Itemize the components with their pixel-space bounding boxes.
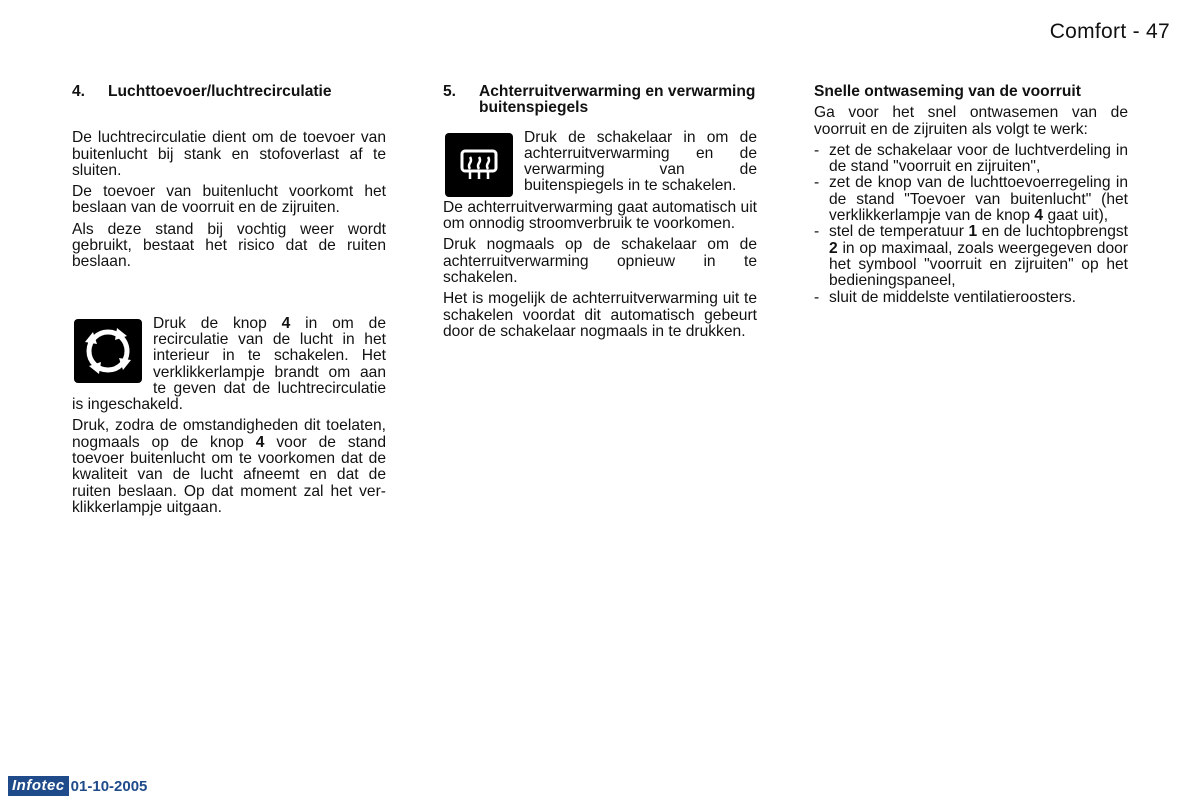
heading-title: Luchttoevoer/luchtrecirculatie bbox=[108, 83, 332, 100]
icon-instruction bbox=[72, 316, 386, 419]
paragraph: Het is mogelijk de achterruitverwarming uit te schakelen voordat dit automatisch gebeurt door de schakelaar nogmaals in te drukken. bbox=[443, 290, 757, 340]
list-item: - zet de knop van de luchttoevoerregeling in de stand "Toevoer van buitenlucht" (het verklikkerlampje van de knop 4 gaat uit), bbox=[814, 175, 1128, 224]
column-quick-defog bbox=[814, 84, 1128, 306]
heading-title: Achterruitverwarming en verwarming buitenspiegels bbox=[479, 83, 756, 117]
icon-instruction-text: Druk de knop 4 in om de recirculatie van de lucht in het interieur in te schakelen. Het verklikkerlampje brandt om aan te geven dat de luchtrecirculatie is ingeschakeld. bbox=[72, 315, 386, 414]
infotec-logo: Infotec bbox=[8, 776, 69, 796]
paragraph: Druk, zodra de omstandigheden dit toelaten, nogmaals op de knop 4 voor de stand toevoer buitenlucht om te voorkomen dat de kwaliteit van de lucht afneemt en dat de ruiten beslaan. Op dat moment zal het verklikkerlampje uitgaan. bbox=[72, 417, 387, 516]
paragraph: Als deze stand bij vochtig weer wordt gebruikt, bestaat het risico dat de ruiten beslaan. bbox=[72, 220, 386, 271]
column-recirculation bbox=[72, 84, 386, 521]
paragraph: Ga voor het snel ontwasemen van de voorruit en de zijruiten als volgt te werk: bbox=[814, 104, 1128, 138]
list-item: - zet de schakelaar voor de luchtverdeling in de stand "voorruit en zijruiten", bbox=[814, 143, 1128, 176]
section-heading-4 bbox=[72, 84, 386, 100]
heading-number: 4. bbox=[72, 83, 86, 100]
paragraph: De luchtrecirculatie dient om de toevoer van buitenlucht bij stank en stofoverlast af te sluiten. bbox=[72, 129, 386, 179]
icon-instruction-text: Druk de schakelaar in om de achterruitverwarming en de verwarming van de buitenspiegels in te schakelen. bbox=[524, 129, 757, 195]
icon-instruction bbox=[443, 130, 757, 200]
section-heading-5 bbox=[443, 84, 757, 117]
footer-date: 01-10-2005 bbox=[70, 777, 148, 795]
page-footer bbox=[8, 776, 147, 796]
list-item: - stel de temperatuur 1 en de luchtopbrengst 2 in op maximaal, zoals weergegeven door het symbool "voorruit en zijruiten" op het bedieningspaneel, bbox=[814, 224, 1128, 289]
heading-number: 5. bbox=[443, 83, 457, 100]
column-rear-defrost bbox=[443, 84, 757, 345]
header-separator: - bbox=[1126, 20, 1147, 43]
section-title: Comfort bbox=[1049, 20, 1127, 43]
section-heading-defog bbox=[814, 84, 1128, 100]
heading-title: Snelle ontwaseming van de voorruit bbox=[814, 83, 1081, 100]
list-item: - sluit de middelste ventilatieroosters. bbox=[814, 290, 1128, 306]
page-header bbox=[1050, 20, 1170, 44]
paragraph: Druk nogmaals op de schakelaar om de achterruitverwarming opnieuw in te schakelen. bbox=[443, 236, 757, 286]
page-number: 47 bbox=[1146, 20, 1170, 43]
step-list bbox=[814, 143, 1128, 306]
recirculation-icon bbox=[74, 319, 142, 383]
paragraph: De achterruitverwarming gaat automatisch uit om onnodig stroomverbruik te voorkomen. bbox=[443, 198, 757, 233]
rear-defrost-icon bbox=[445, 133, 513, 197]
paragraph: De toevoer van buitenlucht voorkomt het beslaan van de voorruit en de zijruiten. bbox=[72, 183, 386, 217]
